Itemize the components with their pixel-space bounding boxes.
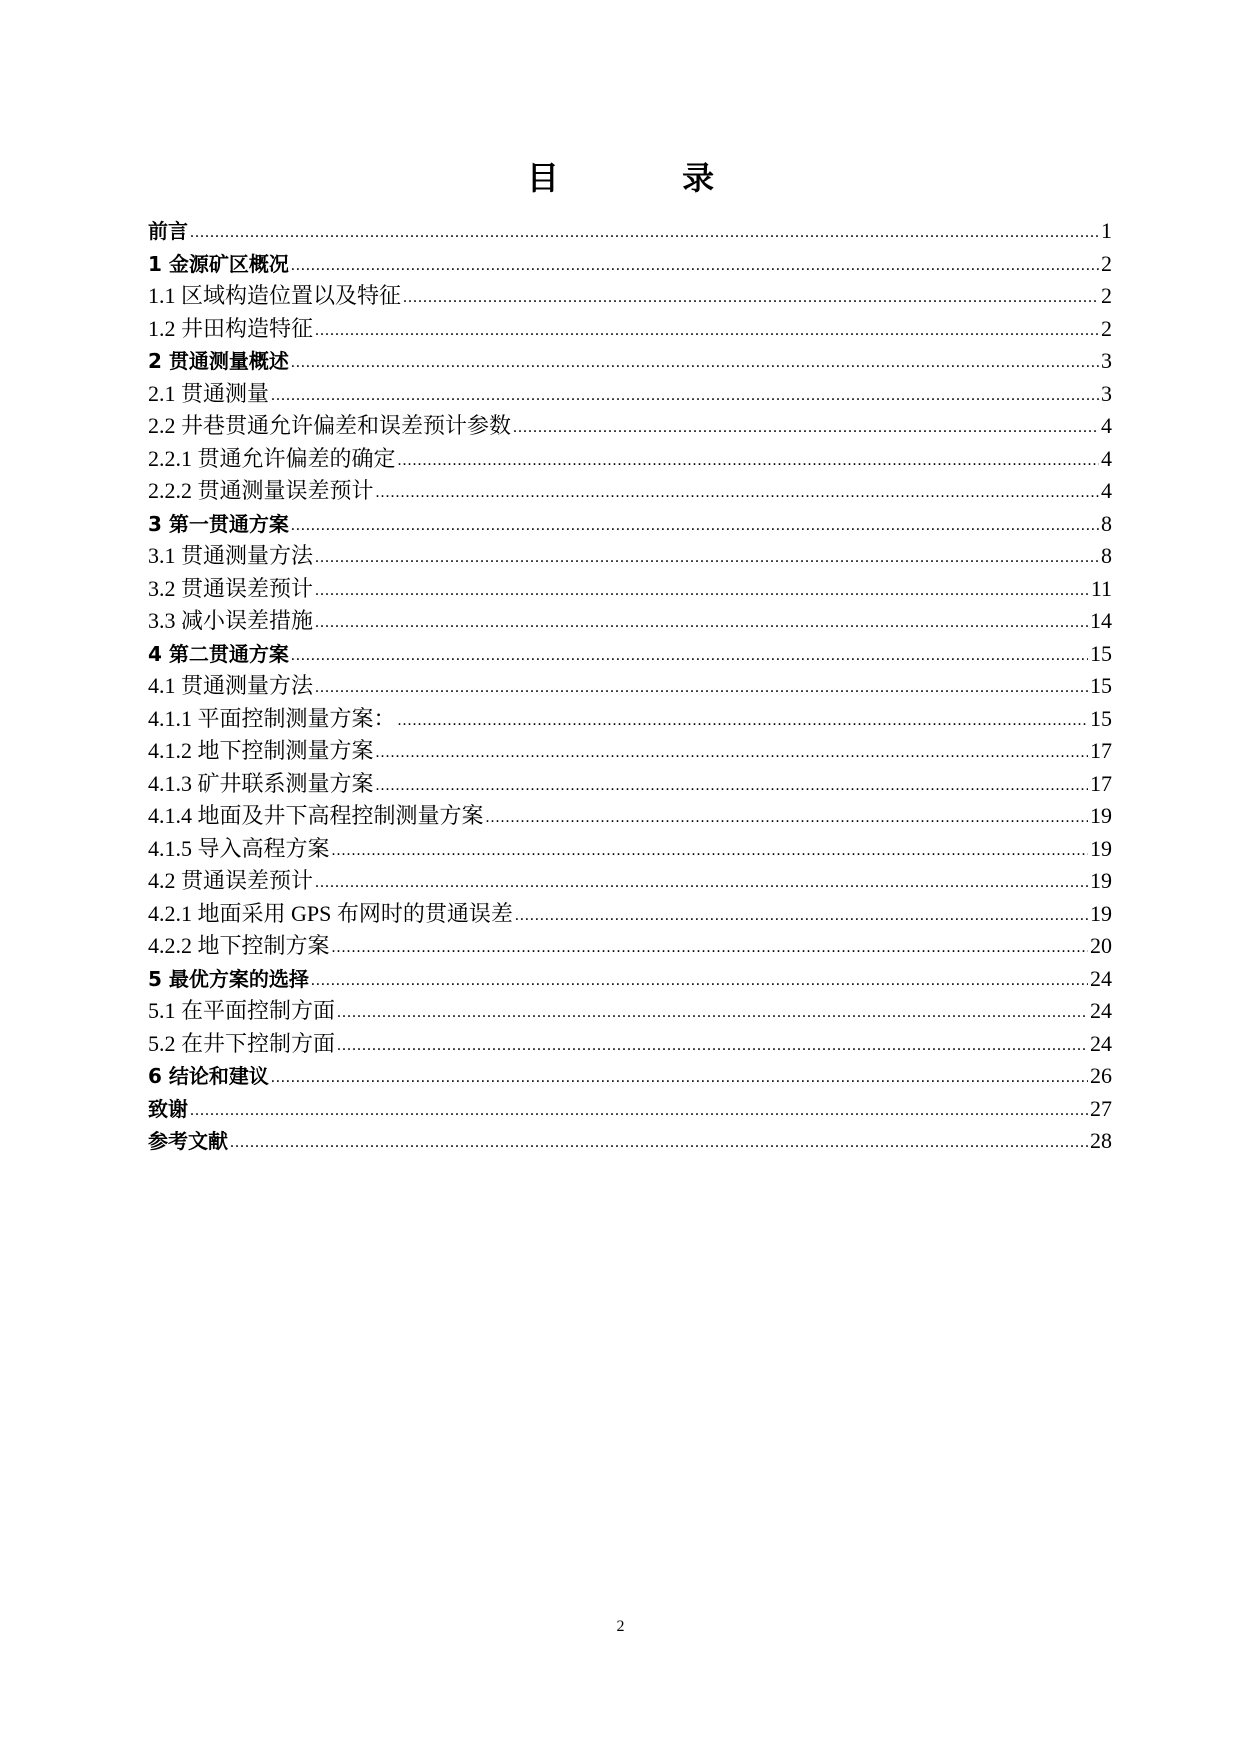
- toc-leader-dots: [486, 802, 1088, 835]
- toc-entry-label: 3 第一贯通方案: [148, 511, 289, 536]
- toc-entry-page: 14: [1090, 608, 1112, 633]
- toc-entry[interactable]: [148, 1028, 1112, 1061]
- toc-entry-page: 28: [1090, 1128, 1112, 1153]
- toc-entry-label: 1.2 井田构造特征: [148, 315, 314, 341]
- toc-entry-label: 3.3 减小误差措施: [148, 608, 314, 633]
- toc-leader-dots: [376, 770, 1088, 803]
- toc-entry-label: 4.1.3 矿井联系测量方案: [148, 770, 374, 796]
- toc-entry-label: 1.1 区域构造位置以及特征: [148, 283, 402, 308]
- toc-leader-dots: [513, 412, 1099, 445]
- toc-leader-dots: [337, 1030, 1088, 1063]
- toc-entry-page: 19: [1090, 835, 1112, 861]
- toc-leader-dots: [315, 672, 1088, 705]
- toc-title: 目 录: [526, 159, 771, 197]
- toc-entry-label: 参考文献: [148, 1129, 228, 1153]
- toc-entry-page: 15: [1090, 705, 1112, 731]
- toc-entry-label: 4.1.1 平面控制测量方案：: [148, 705, 396, 731]
- toc-entry-label: 2.2.2 贯通测量误差预计: [148, 478, 374, 503]
- toc-entry[interactable]: [148, 638, 1112, 671]
- toc-leader-dots: [315, 575, 1089, 608]
- toc-leader-dots: [376, 477, 1099, 510]
- toc-entry[interactable]: [148, 735, 1112, 768]
- toc-entry[interactable]: [148, 605, 1112, 638]
- toc-entry[interactable]: [148, 995, 1112, 1028]
- toc-entry-page: 11: [1090, 575, 1112, 601]
- toc-entry[interactable]: [148, 215, 1112, 248]
- toc-leader-dots: [515, 900, 1088, 933]
- toc-leader-dots: [190, 217, 1099, 250]
- toc-leader-dots: [291, 347, 1099, 380]
- toc-leader-dots: [403, 282, 1099, 315]
- toc-entry[interactable]: [148, 508, 1112, 541]
- toc-leader-dots: [230, 1127, 1088, 1160]
- toc-entry-page: 17: [1090, 770, 1112, 796]
- toc-leader-dots: [315, 607, 1088, 640]
- toc-entry-page: 27: [1090, 1095, 1112, 1121]
- toc-entry-label: 5.1 在平面控制方面: [148, 998, 336, 1023]
- toc-entry[interactable]: [148, 1125, 1112, 1158]
- toc-entry-page: 19: [1090, 803, 1112, 828]
- toc-entry-label: 4.2.2 地下控制方案: [148, 933, 330, 958]
- toc-entry[interactable]: [148, 963, 1112, 996]
- toc-entry[interactable]: [148, 443, 1112, 476]
- toc-entry[interactable]: [148, 1093, 1112, 1126]
- toc-entry[interactable]: [148, 898, 1112, 931]
- toc-leader-dots: [271, 1062, 1088, 1095]
- toc-entry[interactable]: [148, 768, 1112, 801]
- toc-entry[interactable]: [148, 930, 1112, 963]
- toc-entry-label: 6 结论和建议: [148, 1064, 269, 1088]
- toc-entry-page: 24: [1090, 1030, 1112, 1056]
- toc-leader-dots: [291, 640, 1088, 673]
- toc-entry-label: 5.2 在井下控制方面: [148, 1030, 336, 1056]
- toc-entry-page: 19: [1090, 868, 1112, 893]
- toc-entry-page: 17: [1090, 738, 1112, 763]
- toc-leader-dots: [271, 380, 1099, 413]
- toc-entry-page: 3: [1101, 380, 1112, 406]
- toc-entry[interactable]: [148, 670, 1112, 703]
- toc-entry-page: 24: [1090, 998, 1112, 1023]
- toc-entry-page: 2: [1101, 250, 1112, 276]
- toc-entry-page: 4: [1101, 478, 1112, 503]
- toc-entry-page: 19: [1090, 900, 1112, 926]
- toc-entry-page: 15: [1090, 673, 1112, 698]
- toc-entry-label: 4.1 贯通测量方法: [148, 673, 314, 698]
- toc-entry[interactable]: [148, 833, 1112, 866]
- toc-leader-dots: [398, 445, 1099, 478]
- toc-leader-dots: [332, 932, 1088, 965]
- toc-leader-dots: [398, 705, 1088, 738]
- toc-leader-dots: [376, 737, 1088, 770]
- toc-entry[interactable]: [148, 378, 1112, 411]
- toc-entry[interactable]: [148, 410, 1112, 443]
- toc-entry-page: 1: [1101, 218, 1112, 243]
- toc-entry[interactable]: [148, 345, 1112, 378]
- toc-entry-page: 8: [1101, 543, 1112, 568]
- page-number: 2: [616, 1618, 625, 1635]
- toc-entry-label: 2.2.1 贯通允许偏差的确定: [148, 445, 396, 471]
- toc-entry-page: 4: [1101, 413, 1112, 438]
- toc-leader-dots: [315, 315, 1099, 348]
- toc-entry-label: 3.1 贯通测量方法: [148, 543, 314, 568]
- toc-entry-label: 2 贯通测量概述: [148, 349, 289, 373]
- toc-entry-page: 3: [1101, 348, 1112, 373]
- toc-entry-label: 前言: [148, 219, 188, 243]
- toc-entry[interactable]: [148, 573, 1112, 606]
- toc-entry-page: 20: [1090, 933, 1112, 958]
- toc-entry-label: 2.2 井巷贯通允许偏差和误差预计参数: [148, 413, 512, 438]
- toc-leader-dots: [315, 542, 1099, 575]
- toc-entry-label: 3.2 贯通误差预计: [148, 575, 314, 601]
- toc-entry[interactable]: [148, 865, 1112, 898]
- toc-entry-label: 4.2.1 地面采用 GPS 布网时的贯通误差: [148, 900, 513, 926]
- toc-leader-dots: [311, 965, 1088, 998]
- toc-entry[interactable]: [148, 475, 1112, 508]
- toc-leader-dots: [291, 510, 1099, 543]
- toc-entry[interactable]: [148, 800, 1112, 833]
- toc-entry[interactable]: [148, 313, 1112, 346]
- toc-entry-label: 4.1.5 导入高程方案: [148, 835, 330, 861]
- toc-entry[interactable]: [148, 280, 1112, 313]
- toc-entry[interactable]: [148, 248, 1112, 281]
- toc-entry-label: 1 金源矿区概况: [148, 251, 289, 276]
- toc-leader-dots: [291, 250, 1099, 283]
- toc-entry-page: 2: [1101, 283, 1112, 308]
- toc-entry[interactable]: [148, 540, 1112, 573]
- toc-entry-label: 致谢: [148, 1096, 188, 1121]
- toc-entry[interactable]: [148, 1060, 1112, 1093]
- toc-leader-dots: [332, 835, 1088, 868]
- toc-entry-page: 2: [1101, 315, 1112, 341]
- toc-entry-page: 8: [1101, 510, 1112, 536]
- toc-entry-page: 26: [1090, 1063, 1112, 1088]
- toc-entry-label: 4 第二贯通方案: [148, 641, 289, 666]
- toc-entry-label: 4.2 贯通误差预计: [148, 868, 314, 893]
- toc-leader-dots: [190, 1095, 1088, 1128]
- toc-entry-label: 4.1.2 地下控制测量方案: [148, 738, 374, 763]
- toc-entry[interactable]: [148, 703, 1112, 736]
- toc-entry-page: 4: [1101, 445, 1112, 471]
- toc-entry-page: 15: [1090, 640, 1112, 666]
- toc-entry-label: 2.1 贯通测量: [148, 380, 270, 406]
- toc-entry-page: 24: [1090, 965, 1112, 991]
- toc-leader-dots: [315, 867, 1088, 900]
- toc-entry-label: 4.1.4 地面及井下高程控制测量方案: [148, 803, 484, 828]
- toc-entry-label: 5 最优方案的选择: [148, 966, 309, 991]
- toc-list: [148, 215, 1112, 1158]
- toc-leader-dots: [337, 997, 1088, 1030]
